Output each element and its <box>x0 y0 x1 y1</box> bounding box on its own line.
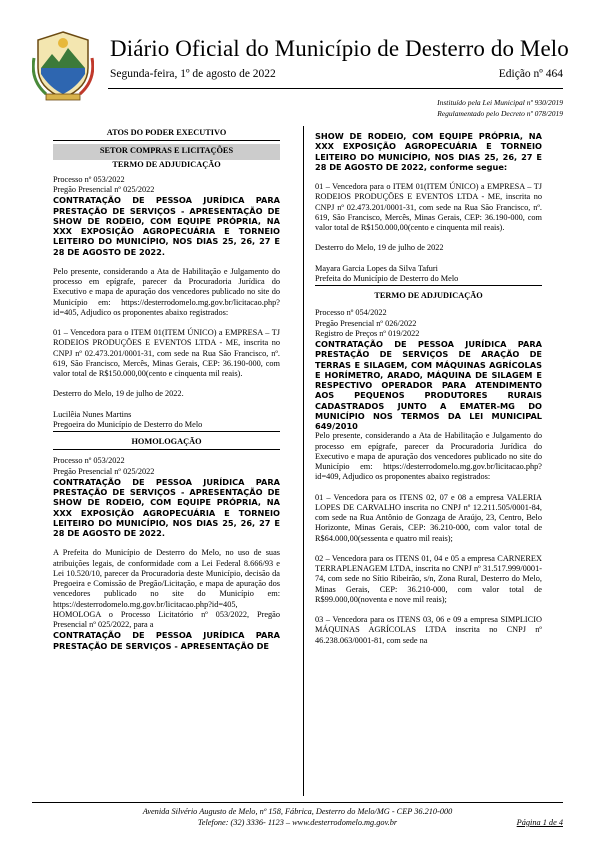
issue-date: Segunda-feira, 1º de agosto de 2022 <box>110 68 276 80</box>
adjudication-title: TERMO DE ADJUDICAÇÃO <box>112 159 221 169</box>
adjudication-title: TERMO DE ADJUDICAÇÃO <box>374 291 483 300</box>
adjudication-text: Pelo presente, considerando a Ata de Habilitação e Julgamento do processo em epígrafe, parecer da Procuradoria Jurídica do Executivo e mapa de apuração dos vencedores publicado no site do Município em: https://desterrodomelo.mg.gov.br/licitacao.php?id=409, Adjudico os proponentes abaixo registrados: <box>315 431 542 482</box>
contract-object-continued: CONTRATAÇÃO DE PESSOA JURÍDICA PARA PRESTAÇÃO DE SERVIÇOS - APRESENTAÇÃO DE <box>53 630 280 651</box>
auction-number: Pregão Presencial nº 026/2022 <box>315 318 417 328</box>
signatory-name: Mayara Garcia Lopes da Silva Tafuri <box>315 263 438 273</box>
footer-divider <box>32 802 563 803</box>
winner-item: 01 – Vencedora para os ITENS 02, 07 e 08 a empresa VALERIA LOPES DE CARVALHO inscrita no CNPJ nº 12.211.505/0001-84, com sede na Rua Antônio de Gonzaga de Araújo, 23, Centro, Belo Horizonte, Minas Gerais, CEP: 36.210-000, com valor total de R$64.000,00(sessenta e quatro mil reais); <box>315 492 542 543</box>
price-registry-number: Registro de Preços nº 019/2022 <box>315 328 420 338</box>
auction-number: Pregão Presencial nº 025/2022 <box>53 466 155 476</box>
header-divider <box>108 88 563 89</box>
subsection-title: SETOR COMPRAS E LICITAÇÕES <box>53 144 280 159</box>
edition-number: Edição nº 464 <box>498 68 563 80</box>
winner-item: 02 – Vencedora para os ITENS 01, 04 e 05 a empresa CARNEREX TERRAPLENAGEM LTDA, inscrita no CNPJ nº 31.517.999/0001-74, com sede no Sítio Ribeirão, s/n, Zona Rural, Desterro do Melo, Minas Gerais, CEP: 36.210-000, com valor total de R$99.000,00(noventa e nove mil reais); <box>315 553 542 604</box>
decree-line: Regulamentado pelo Decreto nº 078/2019 <box>437 109 563 118</box>
homologation-text: A Prefeita do Município de Desterro do Melo, no uso de suas atribuições legais, de conformidade com a Lei Federal 8.666/93 e Lei 10.520/10, parecer da Procuradoria deste Município, decisão da Pregoeira e Comissão de Pregão/Licitação, e mapa de apuração dos vencedores publicado no site do Município em: https://desterrodomelo.mg.gov.br/licitacao.php?id=405, HOMOLOGA o Processo Licitatório nº 053/2022, Pregão Presencial nº 025/2022, para a <box>53 548 280 629</box>
signature-date: Desterro do Melo, 19 de julho de 2022. <box>53 389 184 399</box>
municipal-crest-icon <box>32 28 94 102</box>
homologation-title: HOMOLOGAÇÃO <box>53 437 280 450</box>
footer <box>0 807 595 828</box>
signature-date: Desterro do Melo, 19 de julho de 2022 <box>315 243 444 253</box>
institution-note <box>437 97 563 119</box>
process-number: Processo nº 053/2022 <box>53 174 125 184</box>
contract-object: CONTRATAÇÃO DE PESSOA JURÍDICA PARA PRESTAÇÃO DE SERVIÇOS - APRESENTAÇÃO DE SHOW DE RODEIO, COM EQUIPE PRÓPRIA, NA XXX EXPOSIÇÃO AGROPECUÁRIA E TORNEIO LEITEIRO DO MUNICÍPIO, NOS DIAS 25, 26, 27 E 28 DE AGOSTO DE 2022. <box>53 476 280 538</box>
contract-object: CONTRATAÇÃO DE PESSOA JURÍDICA PARA PRESTAÇÃO DE SERVIÇOS - APRESENTAÇÃO DE SHOW DE RODEIO, COM EQUIPE PRÓPRIA, NA XXX EXPOSIÇÃO AGROPECUÁRIA E TORNEIO LEITEIRO DO MUNICÍPIO, NOS DIAS 25, 26, 27 E 28 DE AGOSTO DE 2022. <box>53 195 280 257</box>
winner-item: 03 – Vencedora para os ITENS 03, 06 e 09 a empresa SIMPLICIO MÁQUINAS AGRÍCOLAS LTDA inscrita no CNPJ nº 46.238.063/0001-81, com sede na <box>315 615 542 645</box>
winner-item: 01 – Vencedora para o ITEM 01(ITEM ÚNICO) a EMPRESA – TJ RODEIOS PRODUÇÕES E EVENTOS LTDA - ME, inscrita no CNPJ nº 02.473.201/0001-31, com sede na Rua São Francisco, nº. 619, São Francisco, Mercês, Minas Gerais, CEP: 36.190-000, com valor total de R$150.000,00(cento e cinquenta mil reais). <box>53 328 280 378</box>
winner-item: 01 – Vencedora para o ITEM 01(ITEM ÚNICO) a EMPRESA – TJ RODEIOS PRODUÇÕES E EVENTOS LTDA - ME, inscrita no CNPJ nº 02.473.201/0001-31, com sede na Rua São Francisco, nº. 619, São Francisco, Mercês, Minas Gerais, CEP: 36.190-000, com valor total de R$150.000,00(cento e cinquenta mil reais). <box>315 182 542 232</box>
process-number: Processo nº 053/2022 <box>53 456 125 466</box>
section-title: ATOS DO PODER EXECUTIVO <box>53 128 280 141</box>
contract-object-continued: SHOW DE RODEIO, COM EQUIPE PRÓPRIA, NA XXX EXPOSIÇÃO AGROPECUÁRIA E TORNEIO LEITEIRO DO MUNICÍPIO, NOS DIAS 25, 26, 27 E 28 DE AGOSTO DE 2022, conforme segue: <box>315 131 542 172</box>
footer-address: Avenida Silvério Augusto de Melo, nº 158, Fábrica, Desterro do Melo/MG - CEP 36.210-000 <box>142 807 453 816</box>
right-column <box>315 131 542 646</box>
gazette-title: Diário Oficial do Município de Desterro do Melo <box>110 36 569 61</box>
masthead <box>32 28 569 104</box>
signatory-name: Lucilêia Nunes Martins <box>53 409 132 419</box>
footer-contact: Telefone: (32) 3336- 1123 – www.desterrodomelo.mg.gov.br <box>197 817 398 827</box>
signatory-role: Prefeita do Município de Desterro do Melo <box>315 274 542 286</box>
process-number: Processo nº 054/2022 <box>315 308 387 318</box>
page-number: Página 1 de 4 <box>516 818 563 827</box>
contract-object: CONTRATAÇÃO DE PESSOA JURÍDICA PARA PRESTAÇÃO DE SERVIÇOS DE ARAÇÃO DE TERRAS E SILAGEM, COM MÁQUINAS AGRÍCOLAS E HORÍMETRO, ARADO, MÁQUINA DE SILAGEM E RESPECTIVO OPERADOR PARA ATENDIMENTO AOS PEQUENOS PRODUTORES RURAIS CADASTRADOS JUNTO A EMATER-MG DO MUNICÍPIO NOS TERMOS DA LEI MUNICIPAL 649/2010 <box>315 339 542 431</box>
adjudication-text: Pelo presente, considerando a Ata de Habilitação e Julgamento do processo em epígrafe, parecer da Procuradoria Jurídica do Executivo e mapa de apuração dos vencedores publicado no site do Município em: https://desterrodomelo.mg.gov.br/licitacao.php?id=405, Adjudico os proponentes abaixo registrados: <box>53 266 280 317</box>
law-line: Instituído pela Lei Municipal nº 930/2019 <box>437 98 563 107</box>
auction-number: Pregão Presencial nº 025/2022 <box>53 185 155 194</box>
column-divider <box>303 126 304 796</box>
left-column <box>53 128 280 651</box>
signatory-role: Pregoeira do Município de Desterro do Melo <box>53 420 280 432</box>
